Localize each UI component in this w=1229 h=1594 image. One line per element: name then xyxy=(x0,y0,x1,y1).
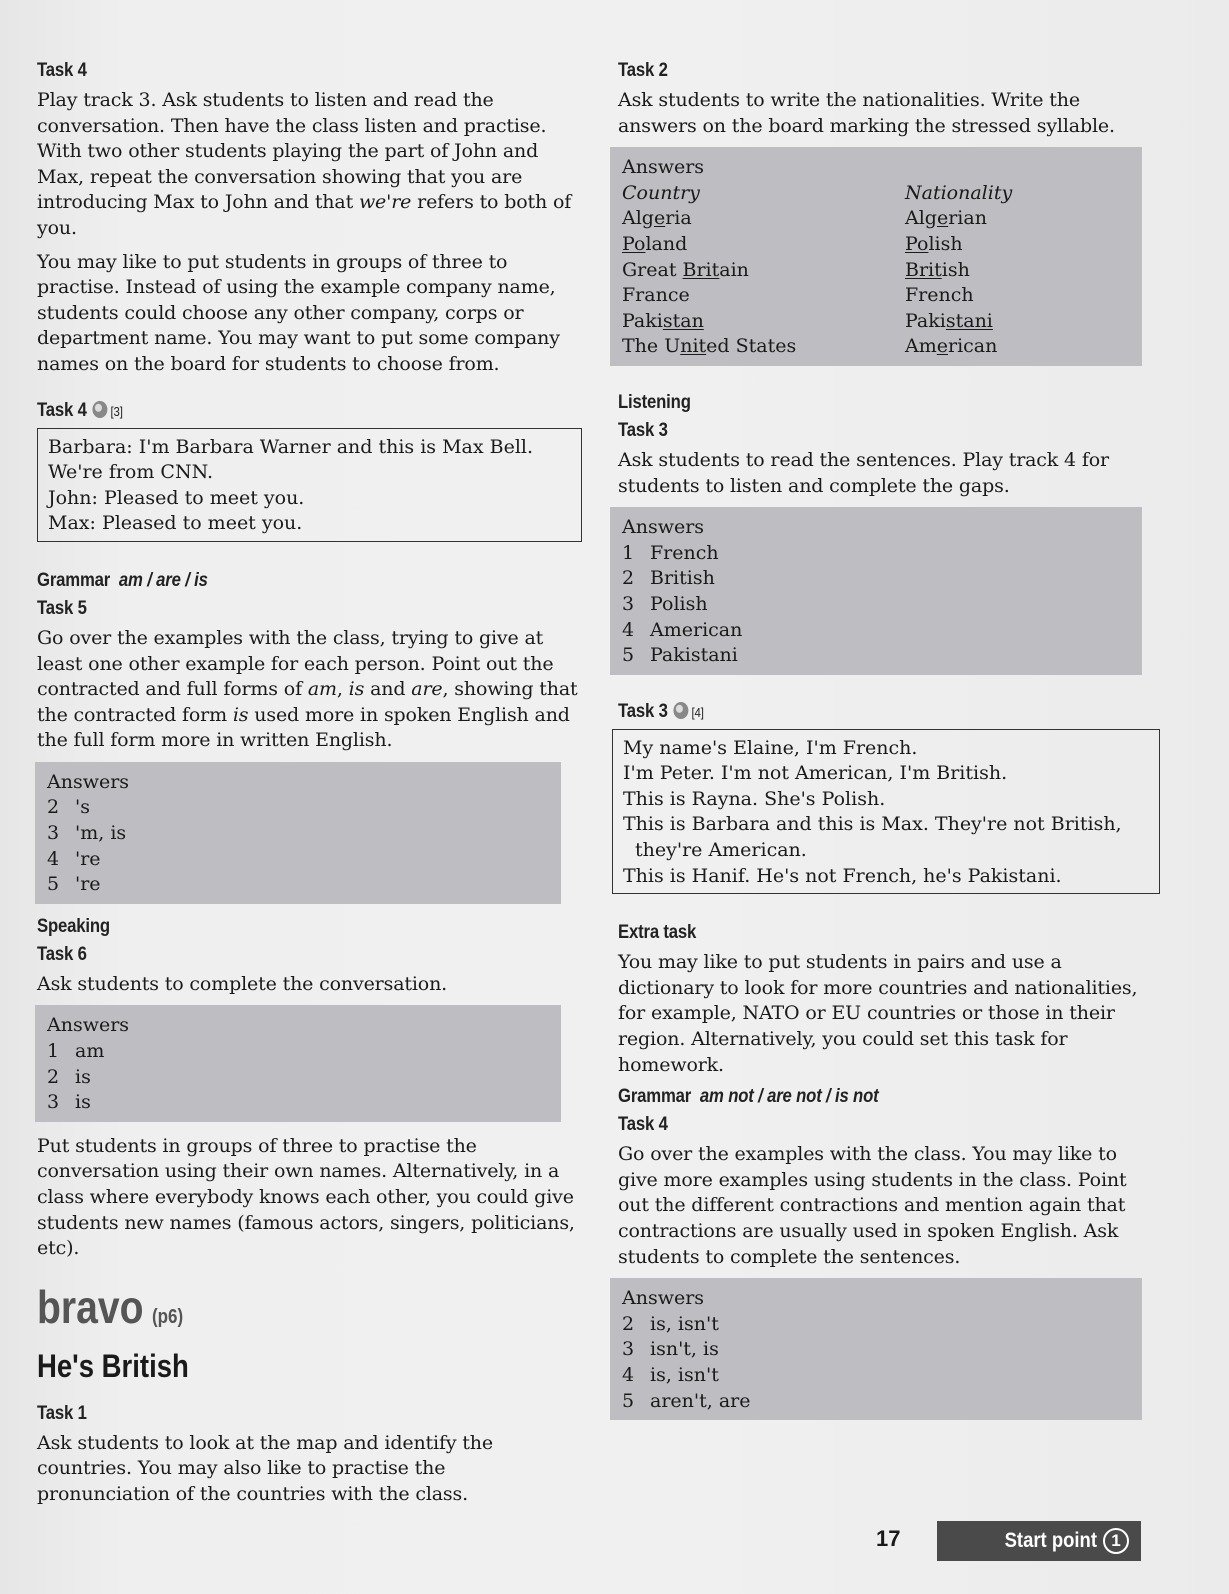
answer-text: Polish xyxy=(650,592,708,615)
answer-number: 4 xyxy=(47,847,60,870)
task-heading: Task 4 xyxy=(618,1114,668,1136)
answer-number: 3 xyxy=(47,822,60,845)
answer-text: isn't, is xyxy=(650,1338,719,1361)
task-heading: Task 3 xyxy=(618,419,668,441)
page-number: 17 xyxy=(876,1526,901,1551)
answer-row xyxy=(622,566,1130,592)
nationality-cell: French xyxy=(905,284,974,307)
task4-instructions: Play track 3. Ask students to listen and read the conversation. Then have the class listen and practise. With two other students playing the part of John and Max, repeat the conversation showing that you are introducing Max to John and that we're refers to both of you. xyxy=(37,89,572,239)
column-header-country: Country xyxy=(622,181,700,204)
answers-box xyxy=(35,762,561,904)
task-heading: Task 5 xyxy=(37,597,87,619)
task-heading-audio xyxy=(618,701,1093,723)
cd-icon xyxy=(673,702,688,719)
answer-text: French xyxy=(650,541,719,564)
task-heading: Task 4 xyxy=(37,60,87,81)
answer-text: aren't, are xyxy=(650,1389,751,1412)
section-heading-grammar xyxy=(618,1086,1093,1108)
answer-text: is xyxy=(75,1065,91,1088)
answer-number: 3 xyxy=(47,1091,60,1114)
task-label: Task 3 xyxy=(618,700,668,722)
nationality-cell: Algerian xyxy=(905,207,987,230)
answer-text: 're xyxy=(75,847,101,870)
bravo-page-ref: (p6) xyxy=(151,1305,184,1328)
answers-label: Answers xyxy=(622,156,705,179)
answer-row xyxy=(622,1312,1130,1338)
section-tab xyxy=(937,1521,1141,1561)
answer-row xyxy=(622,1389,1130,1415)
answer-number: 4 xyxy=(622,618,635,641)
conversation-box xyxy=(37,428,582,542)
section-heading-extra: Extra task xyxy=(618,922,697,944)
answer-number: 2 xyxy=(622,1312,635,1335)
answers-box xyxy=(35,1005,561,1121)
country-cell: Algeria xyxy=(622,207,692,230)
script-line: This is Rayna. She's Polish. xyxy=(623,787,886,810)
answer-text: is, isn't xyxy=(650,1363,719,1386)
answer-number: 2 xyxy=(622,567,635,590)
answers-label: Answers xyxy=(622,516,705,539)
answer-row xyxy=(47,821,549,847)
task-label: Task 4 xyxy=(37,399,87,421)
answer-row xyxy=(47,1039,549,1065)
conversation-line: Barbara: I'm Barbara Warner and this is Max Bell. We're from CNN. xyxy=(48,435,534,484)
answer-number: 5 xyxy=(622,1389,635,1412)
answer-row xyxy=(622,643,1130,669)
script-line: This is Barbara and this is Max. They're not British, xyxy=(623,813,1122,836)
answer-text: is, isn't xyxy=(650,1312,719,1335)
audio-script-box xyxy=(612,729,1160,895)
answer-number: 4 xyxy=(622,1363,635,1386)
nationality-cell: Polish xyxy=(905,232,963,255)
answer-number: 5 xyxy=(47,873,60,896)
answer-row xyxy=(47,872,549,898)
cd-icon xyxy=(92,401,107,418)
answers-label: Answers xyxy=(47,1014,130,1037)
answer-row xyxy=(47,795,549,821)
answer-text: 's xyxy=(75,796,90,819)
answer-text: am xyxy=(75,1040,105,1063)
right-column xyxy=(618,60,1158,1432)
task3-instructions: Ask students to read the sentences. Play track 4 for students to listen and complete the gaps. xyxy=(618,448,1109,497)
section-heading-grammar xyxy=(37,570,517,592)
task6-instructions: Ask students to complete the conversation. xyxy=(37,972,448,995)
country-cell: Pakistan xyxy=(622,309,704,332)
grammar-topic: am not / are not / is not xyxy=(699,1086,879,1108)
answer-number: 1 xyxy=(47,1040,60,1063)
script-line: This is Hanif. He's not French, he's Pakistani. xyxy=(623,864,1062,887)
section-number-badge: 1 xyxy=(1103,1528,1129,1554)
answer-row xyxy=(622,541,1130,567)
country-cell: Great Britain xyxy=(622,258,749,281)
extra-task-instructions: You may like to put students in pairs and use a dictionary to look for more countries and nationalities, for example, NATO or EU countries or those in their region. Alternatively, you could set this task for homework. xyxy=(618,951,1138,1076)
task4-grammar-instructions: Go over the examples with the class. You may like to give more examples using students in the class. Point out the different contractions and mention again that contractions are usually used in spoken English. Ask students to complete the sentences. xyxy=(618,1143,1127,1268)
answer-number: 1 xyxy=(622,541,635,564)
task6-practice-tip: Put students in groups of three to practise the conversation using their own names. Alternatively, in a class where everybody knows each other, you could give students new names (famous actors, singers, politicians, etc). xyxy=(37,1134,575,1260)
nationality-cell: British xyxy=(905,258,970,281)
script-line: they're American. xyxy=(635,839,807,862)
task4-practice-tip: You may like to put students in groups of three to practise. Instead of using the example company name, students could choose any other company, corps or department name. You may want to put some company names on the board for students to choose from. xyxy=(37,250,560,375)
answer-text: is xyxy=(75,1091,91,1114)
nationality-cell: American xyxy=(905,335,998,358)
task-heading-audio xyxy=(37,400,517,422)
country-cell: France xyxy=(622,284,690,307)
answer-text: American xyxy=(650,618,743,641)
left-column xyxy=(37,60,582,1516)
answers-box-nationalities xyxy=(610,147,1142,366)
answer-row xyxy=(47,1065,549,1091)
track-number: [4] xyxy=(691,704,704,720)
answers-box xyxy=(610,507,1142,675)
answer-row xyxy=(622,592,1130,618)
answer-row xyxy=(47,1090,549,1116)
nationality-cell: Pakistani xyxy=(905,309,993,332)
answers-label: Answers xyxy=(47,770,130,793)
answer-text: Pakistani xyxy=(650,644,738,667)
answer-text: 'm, is xyxy=(75,822,127,845)
country-cell: The United States xyxy=(622,335,797,358)
section-heading-speaking: Speaking xyxy=(37,915,110,937)
column-header-nationality: Nationality xyxy=(905,181,1013,204)
task-heading: Task 1 xyxy=(37,1402,87,1424)
section-label: Start point xyxy=(1004,1529,1097,1552)
answer-number: 2 xyxy=(47,796,60,819)
bravo-text: bravo xyxy=(37,1280,144,1333)
track-number: [3] xyxy=(110,403,123,419)
answer-row xyxy=(622,1337,1130,1363)
answer-text: 're xyxy=(75,873,101,896)
task-heading: Task 6 xyxy=(37,943,87,965)
section-label: Grammar xyxy=(618,1086,692,1108)
task5-instructions: Go over the examples with the class, trying to give at least one other example for each person. Point out the contracted and full forms of am, is and are, showing that the contracted form is used more in spoken English and the full form more in written English. xyxy=(37,626,578,752)
answers-box xyxy=(610,1278,1142,1420)
section-label: Grammar xyxy=(37,569,111,591)
conversation-line: Max: Pleased to meet you. xyxy=(48,512,303,535)
answer-row xyxy=(622,618,1130,644)
task-heading: Task 2 xyxy=(618,60,668,81)
answer-number: 3 xyxy=(622,1338,635,1361)
script-line: My name's Elaine, I'm French. xyxy=(623,736,918,759)
answer-number: 2 xyxy=(47,1065,60,1088)
task1-instructions: Ask students to look at the map and identify the countries. You may also like to practise the pronunciation of the countries with the class. xyxy=(37,1431,493,1505)
bravo-logo xyxy=(37,1280,500,1344)
answers-label: Answers xyxy=(622,1287,705,1310)
answer-text: British xyxy=(650,567,715,590)
conversation-line: John: Pleased to meet you. xyxy=(48,486,305,509)
task2-instructions: Ask students to write the nationalities. Write the answers on the board marking the stressed syllable. xyxy=(618,89,1115,137)
answer-row xyxy=(47,847,549,873)
answer-number: 5 xyxy=(622,644,635,667)
answer-row xyxy=(622,1363,1130,1389)
grammar-topic: am / are / is xyxy=(118,569,208,591)
country-cell: Poland xyxy=(622,232,688,255)
section-heading-listening: Listening xyxy=(618,391,691,413)
answer-number: 3 xyxy=(622,592,635,615)
script-line: I'm Peter. I'm not American, I'm British. xyxy=(623,762,1008,785)
unit-title: He's British xyxy=(37,1347,189,1384)
